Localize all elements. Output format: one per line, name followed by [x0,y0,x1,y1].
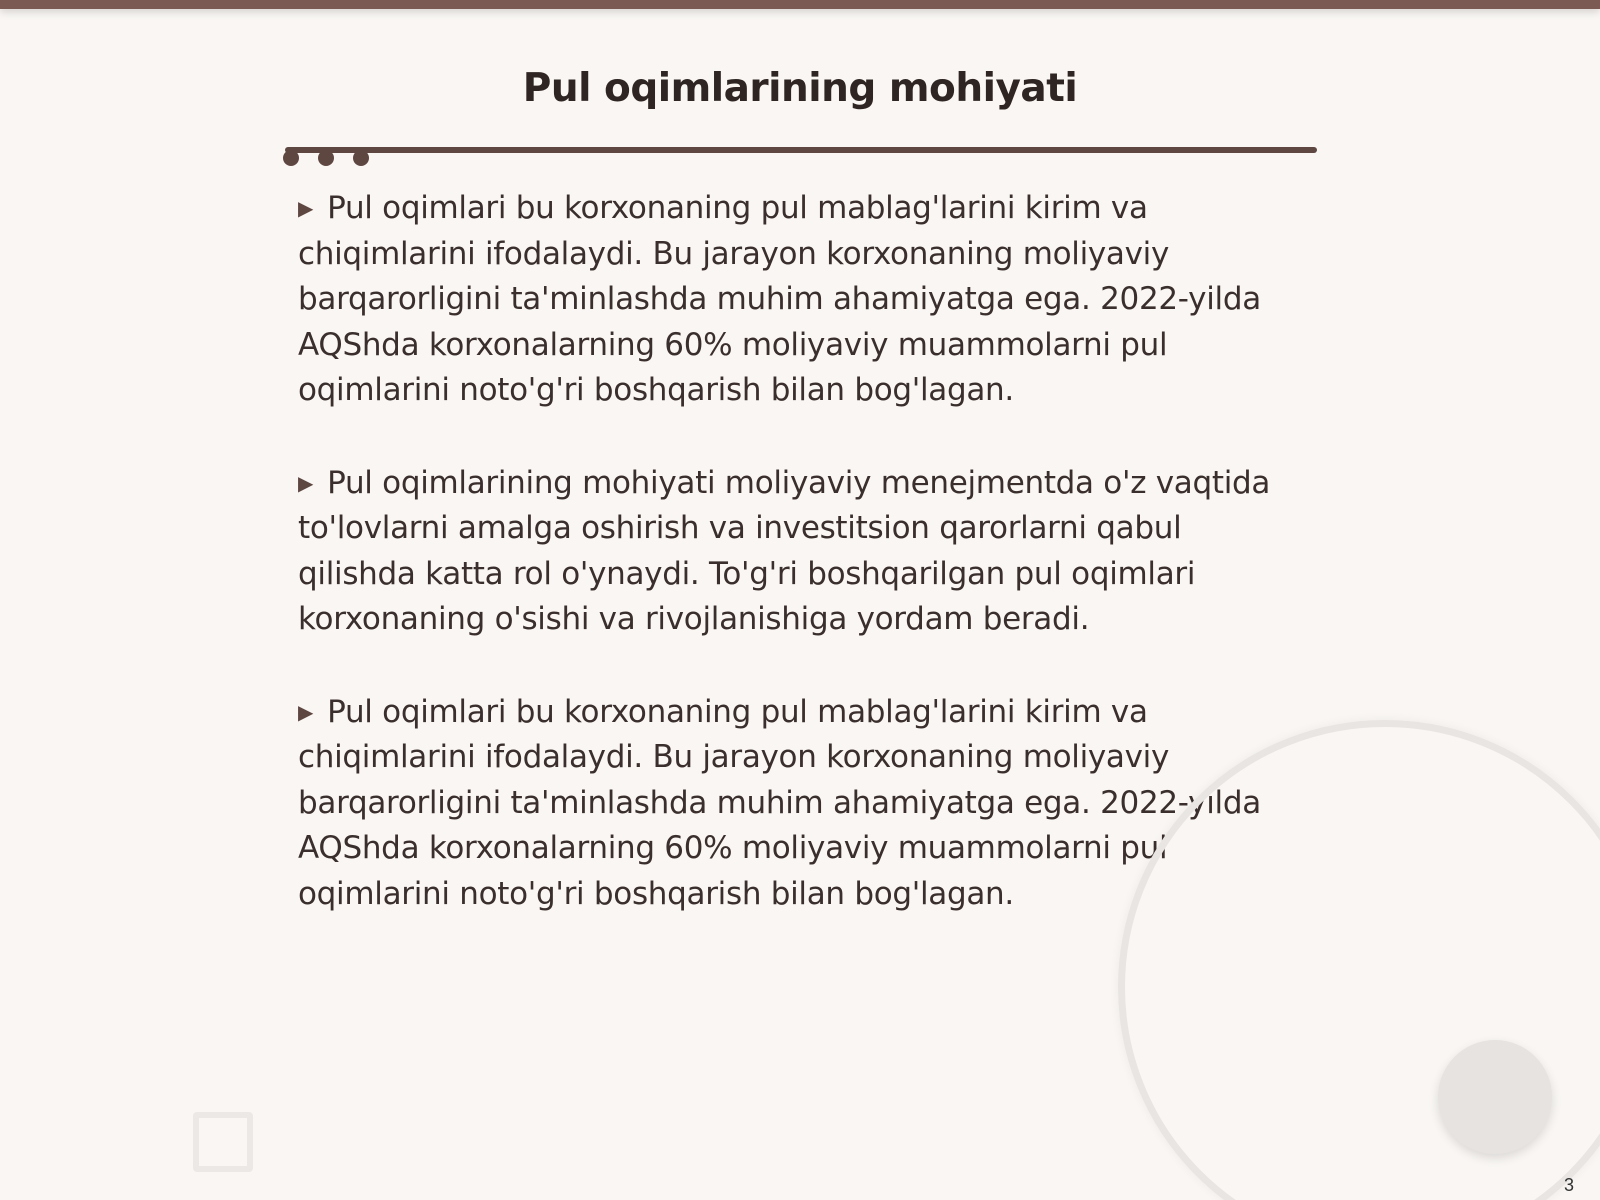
slide-title: Pul oqimlarining mohiyati [522,66,1078,111]
bullet-item [298,461,1308,643]
top-accent-bar [0,0,1600,9]
decorative-square-outline [193,1112,253,1172]
divider-dot [318,150,334,166]
bullet-text: Pul oqimlari bu korxonaning pul mablag'larini kirim va chiqimlarini ifodalaydi. Bu jarayon korxonaning moliyaviy barqarorligini ta'minlashda muhim ahamiyatga ega. 2022-yilda AQShda korxonalarning 60% moliyaviy muammolarni pul oqimlarini noto'g'ri boshqarish bilan bog'lagan. [298,693,1261,912]
title-divider [285,147,1317,153]
triangle-right-icon: ▶ [298,196,314,220]
bullet-text: Pul oqimlari bu korxonaning pul mablag'larini kirim va chiqimlarini ifodalaydi. Bu jarayon korxonaning moliyaviy barqarorligini ta'minlashda muhim ahamiyatga ega. 2022-yilda AQShda korxonalarning 60% moliyaviy muammolarni pul oqimlarini noto'g'ri boshqarish bilan bog'lagan. [298,190,1261,408]
divider-dot [353,150,369,166]
triangle-right-icon: ▶ [298,470,314,495]
page-number: 3 [1563,1175,1574,1195]
divider-dot [283,150,299,166]
decorative-circle-filled [1438,1040,1552,1154]
bullet-item [298,186,1308,414]
triangle-right-icon: ▶ [298,699,314,724]
bullet-text: Pul oqimlarining mohiyati moliyaviy menejmentda o'z vaqtida to'lovlarni amalga oshirish va investitsion qarorlarni qabul qilishda katta rol o'ynaydi. To'g'ri boshqarilgan pul oqimlari korxonaning o'sishi va rivojlanishiga yordam beradi. [298,464,1271,637]
